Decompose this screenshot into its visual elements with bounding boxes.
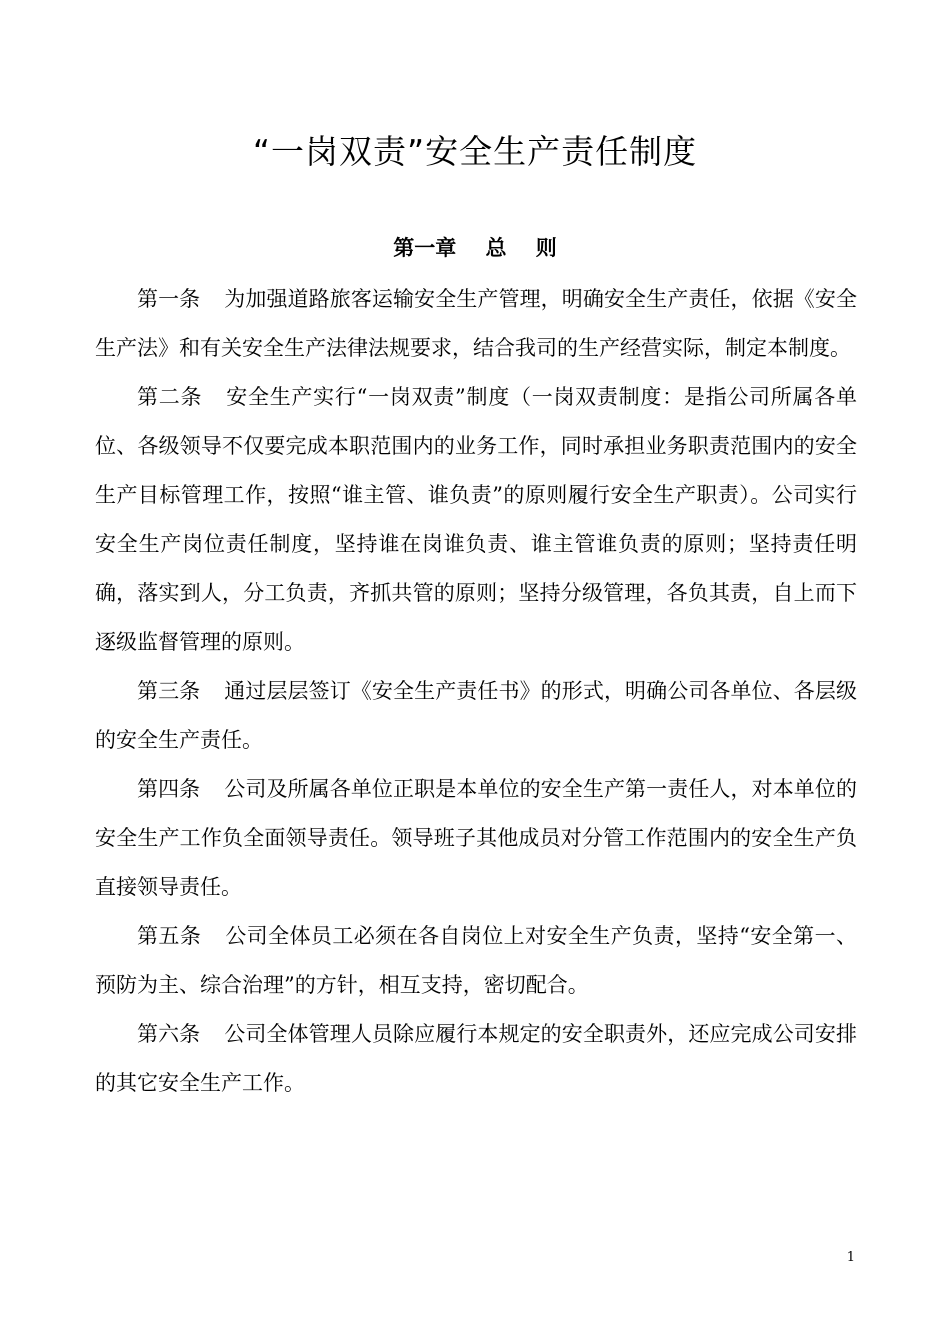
article-text: 公司及所属各单位正职是本单位的安全生产第一责任人，对本单位的安全生产工作负全面领导责任。领导班子其他成员对分管工作范围内的安全生产负直接领导责任。	[95, 777, 857, 899]
document-title: “一岗双责”安全生产责任制度	[252, 132, 698, 171]
article-number: 第五条	[137, 924, 202, 948]
article-text: 安全生产实行“一岗双责”制度（一岗双责制度：是指公司所属各单位、各级领导不仅要完成本职范围内的业务工作，同时承担业务职责范围内的安全生产目标管理工作，按照“谁主管、谁负责”的原则履行安全生产职责）。公司实行安全生产岗位责任制度，坚持谁在岗谁负责、谁主管谁负责的原则；坚持责任明确，落实到人，分工负责，齐抓共管的原则；坚持分级管理，各负其责，自上而下逐级监督管理的原则。	[95, 385, 857, 654]
article-number: 第一条	[137, 287, 201, 311]
article-number: 第三条	[137, 679, 201, 703]
article-text: 公司全体员工必须在各自岗位上对安全生产负责，坚持“安全第一、预防为主、综合治理”的方针，相互支持，密切配合。	[95, 924, 858, 997]
article-text: 公司全体管理人员除应履行本规定的安全职责外，还应完成公司安排的其它安全生产工作。	[95, 1022, 857, 1095]
article-5	[95, 912, 857, 1010]
article-2	[95, 373, 857, 667]
article-text: 通过层层签订《安全生产责任书》的形式，明确公司各单位、各层级的安全生产责任。	[95, 679, 857, 752]
article-1	[95, 275, 857, 373]
page-number: 1	[846, 1250, 855, 1265]
article-6	[95, 1010, 857, 1108]
article-number: 第四条	[137, 777, 201, 801]
article-text: 为加强道路旅客运输安全生产管理，明确安全生产责任，依据《安全生产法》和有关安全生产法律法规要求，结合我司的生产经营实际，制定本制度。	[95, 287, 857, 360]
article-number: 第六条	[137, 1022, 201, 1046]
article-3	[95, 667, 857, 765]
article-number: 第二条	[137, 385, 203, 409]
article-4	[95, 765, 857, 912]
chapter-heading: 第一章 总 则	[393, 236, 557, 260]
document-body	[95, 275, 857, 1108]
